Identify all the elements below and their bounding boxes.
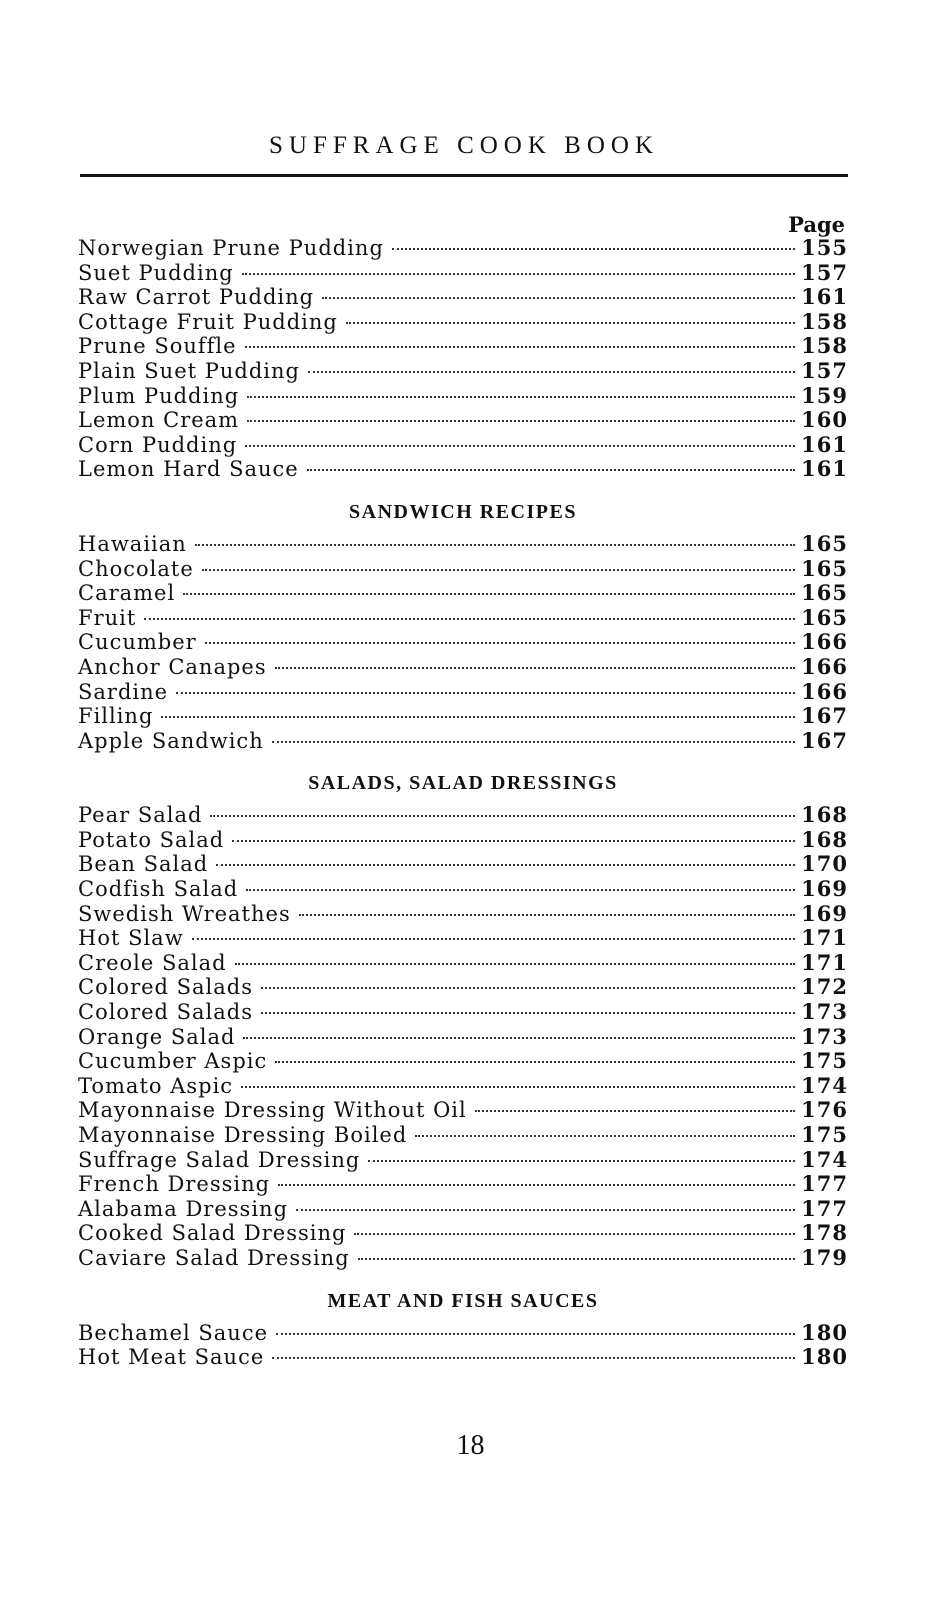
toc-entry	[78, 655, 848, 680]
entry-page-number: 168	[801, 802, 848, 828]
entry-title: Mayonnaise Dressing Boiled	[78, 1123, 408, 1147]
entry-page-number: 160	[801, 407, 848, 433]
entry-title: Mayonnaise Dressing Without Oil	[78, 1098, 467, 1123]
toc-entry	[78, 1321, 848, 1346]
toc-entry	[78, 704, 848, 729]
toc-entry	[78, 630, 848, 655]
entry-page-number: 167	[801, 727, 848, 753]
dot-leader	[275, 1061, 795, 1063]
toc-entry	[78, 1025, 848, 1050]
toc-entry	[78, 433, 848, 458]
header-rule	[80, 174, 848, 177]
dot-leader	[247, 396, 795, 398]
entry-title: Cottage Fruit Pudding	[78, 309, 338, 334]
dot-leader	[272, 1357, 795, 1359]
dot-leader	[358, 1258, 796, 1260]
entry-page-number: 175	[801, 1122, 848, 1147]
toc-entry	[78, 975, 848, 1000]
entry-page-number: 161	[801, 431, 848, 457]
toc-entry	[78, 828, 848, 853]
dot-leader	[392, 248, 795, 250]
entry-title: Chocolate	[78, 556, 194, 581]
toc-entry	[78, 261, 848, 286]
entry-title: Bechamel Sauce	[78, 1320, 269, 1345]
dot-leader	[308, 371, 795, 373]
dot-leader	[176, 692, 795, 694]
entry-page-number: 158	[801, 308, 848, 334]
toc-entry	[78, 877, 848, 902]
dot-leader	[368, 1160, 795, 1162]
page-column-label: Page	[788, 212, 845, 237]
toc-entry	[78, 606, 848, 631]
dot-leader	[296, 1209, 795, 1211]
entry-title: Cucumber Aspic	[78, 1049, 268, 1074]
entry-page-number: 166	[801, 653, 848, 679]
entry-title: Hot Slaw	[78, 926, 184, 951]
toc-entry	[78, 1197, 848, 1222]
toc-entry	[78, 926, 848, 951]
entry-title: Hawaiian	[78, 531, 187, 556]
entry-title: Tomato Aspic	[78, 1073, 234, 1098]
entry-title: Hot Meat Sauce	[78, 1345, 265, 1370]
dot-leader	[232, 840, 795, 842]
toc-entry	[78, 334, 848, 359]
entry-page-number: 176	[801, 1097, 848, 1123]
entry-page-number: 157	[801, 259, 848, 285]
toc-entry	[78, 1221, 848, 1246]
dot-leader	[242, 273, 795, 275]
dot-leader	[195, 544, 795, 546]
toc-entry	[78, 1345, 848, 1370]
dot-leader	[272, 741, 795, 743]
entry-title: Suffrage Salad Dressing	[78, 1147, 361, 1172]
entry-title: Creole Salad	[78, 950, 227, 975]
entry-page-number: 171	[801, 925, 848, 951]
dot-leader	[183, 593, 795, 595]
toc-entry	[78, 236, 848, 261]
entry-title: Filling	[78, 704, 154, 729]
section-heading: SANDWICH RECIPES	[349, 500, 577, 523]
entry-title: French Dressing	[78, 1172, 271, 1197]
entry-page-number: 165	[801, 530, 848, 556]
dot-leader	[202, 569, 795, 571]
toc-entry	[78, 457, 848, 482]
entry-page-number: 157	[801, 357, 848, 383]
dot-leader	[245, 445, 795, 447]
toc-entry	[78, 1172, 848, 1197]
entry-title: Lemon Cream	[78, 408, 240, 433]
dot-leader	[346, 322, 795, 324]
toc-entry	[78, 1098, 848, 1123]
entry-page-number: 174	[801, 1146, 848, 1172]
dot-leader	[216, 864, 795, 866]
page-number: 18	[456, 1430, 485, 1461]
entry-page-number: 169	[801, 876, 848, 902]
toc-entry	[78, 729, 848, 754]
entry-page-number: 170	[801, 851, 848, 877]
dot-leader	[246, 889, 795, 891]
dot-leader	[275, 667, 796, 669]
entry-title: Alabama Dressing	[78, 1196, 289, 1221]
toc-entry	[78, 285, 848, 310]
dot-leader	[278, 1184, 795, 1186]
entry-title: Fruit	[78, 605, 137, 630]
entry-title: Plain Suet Pudding	[78, 358, 300, 383]
dot-leader	[261, 1012, 795, 1014]
dot-leader	[299, 914, 795, 916]
toc-entry	[78, 951, 848, 976]
toc-entry	[78, 1246, 848, 1271]
entry-title: Cucumber	[78, 630, 197, 655]
toc-entry	[78, 1074, 848, 1099]
entry-page-number: 158	[801, 333, 848, 359]
entry-page-number: 175	[801, 1048, 848, 1074]
entry-page-number: 179	[801, 1244, 848, 1270]
dot-leader	[247, 420, 795, 422]
dot-leader	[161, 716, 795, 718]
toc-entry	[78, 408, 848, 433]
entry-page-number: 161	[801, 456, 848, 482]
entry-title: Norwegian Prune Pudding	[78, 236, 384, 260]
entry-title: Corn Pudding	[78, 432, 238, 457]
entry-page-number: 166	[801, 678, 848, 704]
entry-page-number: 161	[801, 284, 848, 310]
entry-title: Plum Pudding	[78, 383, 240, 408]
entry-title: Apple Sandwich	[78, 728, 264, 753]
dot-leader	[210, 815, 795, 817]
dot-leader	[415, 1135, 795, 1137]
entry-title: Suet Pudding	[78, 260, 234, 285]
toc-entry	[78, 902, 848, 927]
toc-entry	[78, 581, 848, 606]
entry-page-number: 169	[801, 900, 848, 926]
dot-leader	[322, 297, 795, 299]
entry-page-number: 174	[801, 1072, 848, 1098]
entry-title: Prune Souffle	[78, 334, 237, 359]
entry-title: Pear Salad	[78, 803, 203, 828]
toc-entry	[78, 557, 848, 582]
entry-page-number: 172	[801, 974, 848, 1000]
entry-title: Potato Salad	[78, 827, 225, 852]
entry-page-number: 167	[801, 703, 848, 729]
toc-entry	[78, 532, 848, 557]
entry-page-number: 166	[801, 629, 848, 655]
entry-page-number: 165	[801, 555, 848, 581]
entry-page-number: 173	[801, 999, 848, 1025]
entry-page-number: 165	[801, 580, 848, 606]
dot-leader	[205, 642, 795, 644]
entry-page-number: 168	[801, 826, 848, 852]
toc-entry	[78, 1123, 848, 1148]
dot-leader	[475, 1110, 795, 1112]
entry-title: Raw Carrot Pudding	[78, 285, 315, 310]
section-heading: SALADS, SALAD DRESSINGS	[308, 772, 618, 795]
entry-page-number: 173	[801, 1023, 848, 1049]
entry-title: Lemon Hard Sauce	[78, 457, 299, 482]
dot-leader	[235, 963, 796, 965]
dot-leader	[243, 1037, 795, 1039]
toc-entry	[78, 359, 848, 384]
toc-entry	[78, 310, 848, 335]
entry-title: Orange Salad	[78, 1024, 236, 1049]
entry-title: Sardine	[78, 679, 169, 704]
section-heading: MEAT AND FISH SAUCES	[327, 1289, 599, 1312]
entry-title: Bean Salad	[78, 852, 209, 877]
toc-entry	[78, 852, 848, 877]
entry-page-number: 177	[801, 1171, 848, 1197]
dot-leader	[192, 938, 795, 940]
entry-page-number: 159	[801, 382, 848, 408]
dot-leader	[261, 987, 795, 989]
table-of-contents	[78, 236, 848, 1370]
entry-title: Cooked Salad Dressing	[78, 1221, 347, 1246]
entry-title: Caviare Salad Dressing	[78, 1245, 350, 1270]
toc-entry	[78, 1049, 848, 1074]
entry-title: Caramel	[78, 581, 176, 606]
dot-leader	[354, 1233, 795, 1235]
toc-entry	[78, 1000, 848, 1025]
entry-page-number: 180	[801, 1319, 848, 1345]
toc-entry	[78, 803, 848, 828]
entry-title: Colored Salads	[78, 975, 254, 1000]
entry-title: Swedish Wreathes	[78, 901, 291, 926]
dot-leader	[307, 469, 795, 471]
toc-entry	[78, 384, 848, 409]
entry-page-number: 180	[801, 1344, 848, 1370]
entry-page-number: 155	[801, 235, 848, 260]
toc-entry	[78, 1148, 848, 1173]
entry-title: Colored Salads	[78, 1000, 254, 1025]
running-head: SUFFRAGE COOK BOOK	[269, 132, 659, 159]
dot-leader	[241, 1086, 795, 1088]
dot-leader	[245, 346, 796, 348]
dot-leader	[144, 618, 795, 620]
entry-page-number: 171	[801, 949, 848, 975]
entry-page-number: 178	[801, 1220, 848, 1246]
entry-title: Anchor Canapes	[78, 654, 267, 679]
entry-page-number: 177	[801, 1195, 848, 1221]
entry-title: Codfish Salad	[78, 877, 239, 902]
entry-page-number: 165	[801, 604, 848, 630]
toc-entry	[78, 680, 848, 705]
dot-leader	[276, 1333, 795, 1335]
